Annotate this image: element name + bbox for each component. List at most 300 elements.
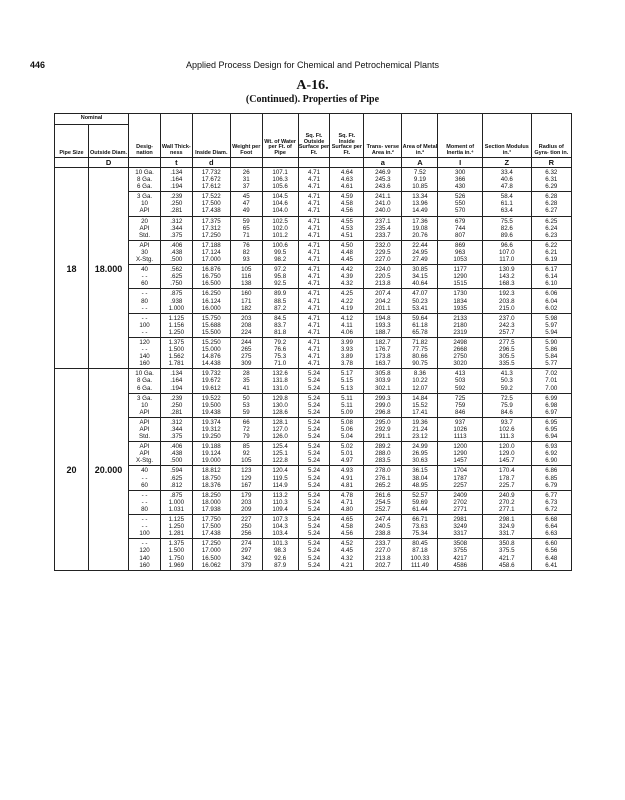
desig-value: - - — [141, 273, 148, 281]
radius-value: 6.93 — [545, 443, 558, 451]
wall-value: .344 — [170, 426, 183, 433]
wall-value: .134 — [170, 169, 183, 176]
outside-cell — [298, 393, 330, 417]
wall-value: .625 — [170, 273, 183, 281]
inside-cell — [192, 240, 230, 264]
weight-value: 297 — [241, 547, 252, 555]
metal-value: 24.99 — [412, 443, 428, 451]
trans-cell — [364, 466, 402, 490]
weight-value: 76 — [242, 241, 250, 249]
weight-value: 116 — [241, 273, 252, 281]
wall-value: .344 — [170, 224, 183, 232]
trans-value: 303.9 — [375, 377, 391, 385]
metal-value: 15.52 — [412, 401, 428, 409]
wall-value: 1.250 — [168, 328, 185, 336]
table-row — [55, 393, 572, 417]
desig-value: - - — [141, 516, 148, 524]
moment-value: 3249 — [453, 523, 468, 531]
inside-value: 16.500 — [201, 554, 221, 562]
metal-value: 100.33 — [410, 554, 430, 562]
table-id: A-16. — [296, 78, 329, 93]
trans-value: 241.1 — [375, 193, 391, 201]
wall-value: 1.781 — [168, 360, 185, 368]
wall-value: .194 — [170, 384, 183, 392]
outside-value: 5.24 — [308, 474, 321, 482]
page-number: 446 — [30, 60, 46, 70]
metal-value: 19.36 — [412, 418, 428, 426]
radius-cell — [531, 393, 571, 417]
wall-value: .438 — [170, 450, 183, 458]
insurf-value: 4.52 — [340, 540, 353, 548]
section-value: 117.0 — [499, 256, 515, 264]
table-row — [55, 369, 572, 393]
trans-value: 237.1 — [375, 217, 391, 225]
weight-value: 37 — [242, 183, 250, 191]
outside-value: 5.24 — [308, 467, 321, 475]
outside-cell — [298, 466, 330, 490]
desig-value: - - — [141, 314, 148, 322]
water-value: 127.0 — [272, 426, 288, 433]
trans-cell — [364, 369, 402, 393]
insurf-value: 5.11 — [341, 401, 353, 409]
trans-value: 261.6 — [375, 491, 391, 499]
symbol-blank — [330, 158, 364, 168]
moment-value: 592 — [455, 384, 466, 392]
wall-value: 1.125 — [168, 516, 185, 524]
radius-value: 5.97 — [545, 321, 558, 329]
trans-value: 229.5 — [375, 248, 391, 256]
section-value: 82.6 — [500, 224, 513, 232]
water-value: 110.3 — [272, 498, 288, 506]
water-value: 98.3 — [274, 547, 287, 555]
wall-value: .194 — [170, 183, 183, 191]
wall-value: .594 — [170, 467, 183, 475]
inside-value: 17.000 — [201, 547, 221, 555]
moment-value: 725 — [455, 394, 466, 402]
desig-cell — [129, 337, 161, 368]
inside-value: 19.672 — [201, 377, 221, 385]
inside-value: 19.500 — [201, 401, 221, 409]
insurf-value: 4.58 — [340, 523, 353, 531]
trans-value: 194.8 — [375, 314, 391, 322]
weight-value: 105 — [241, 457, 252, 465]
trans-value: 302.1 — [375, 384, 391, 392]
moment-value: 4586 — [453, 561, 468, 569]
water-value: 97.2 — [274, 266, 287, 274]
water-value: 87.9 — [274, 561, 287, 569]
metal-cell — [402, 515, 438, 539]
weight-cell — [230, 337, 262, 368]
water-value: 87.2 — [274, 304, 287, 312]
water-cell — [262, 393, 298, 417]
weight-value: 26 — [242, 169, 250, 176]
insurf-cell — [330, 393, 364, 417]
radius-cell — [531, 539, 571, 570]
pipe-properties-table — [54, 113, 572, 571]
moment-value: 963 — [455, 248, 466, 256]
weight-value: 179 — [241, 491, 252, 499]
metal-value: 19.08 — [412, 224, 428, 232]
water-value: 88.5 — [274, 297, 287, 305]
insurf-value: 4.78 — [340, 491, 353, 499]
inside-value: 17.312 — [201, 224, 221, 232]
radius-value: 7.00 — [545, 384, 558, 392]
wall-value: .625 — [170, 474, 183, 482]
symbol-D: D — [88, 158, 128, 168]
moment-cell — [438, 289, 482, 313]
trans-cell — [364, 216, 402, 240]
water-cell — [262, 539, 298, 570]
radius-value: 6.60 — [545, 540, 558, 548]
moment-value: 2133 — [453, 314, 468, 322]
moment-value: 550 — [455, 200, 466, 208]
inside-value: 14.438 — [201, 360, 221, 368]
metal-value: 14.49 — [412, 207, 428, 215]
outside-value: 4.71 — [308, 207, 321, 215]
water-value: 95.8 — [274, 273, 287, 281]
wall-cell — [160, 539, 192, 570]
desig-value: 80 — [141, 297, 148, 305]
moment-value: 3755 — [453, 547, 468, 555]
radius-value: 5.98 — [545, 314, 558, 322]
water-value: 76.6 — [274, 346, 287, 354]
section-value: 41.3 — [500, 370, 513, 378]
wall-value: 1.125 — [168, 314, 185, 322]
water-value: 79.2 — [274, 338, 287, 346]
inside-value: 17.612 — [201, 183, 221, 191]
moment-value: 1457 — [453, 457, 468, 465]
water-cell — [262, 417, 298, 441]
water-cell — [262, 289, 298, 313]
insurf-cell — [330, 289, 364, 313]
outside-diam-header: Outside Diam. — [88, 125, 128, 158]
wall-value: 1.562 — [168, 353, 185, 361]
insurf-value: 4.58 — [340, 200, 353, 208]
insurf-value: 4.21 — [340, 561, 353, 569]
weight-value: 71 — [242, 231, 250, 239]
table-row — [55, 240, 572, 264]
moment-value: 570 — [455, 207, 466, 215]
insurf-value: 4.25 — [340, 290, 353, 298]
insurf-value: 5.08 — [340, 418, 353, 426]
section-value: 215.0 — [499, 304, 515, 312]
section-value: 130.9 — [499, 266, 515, 274]
inside-value: 19.612 — [201, 384, 221, 392]
moment-value: 846 — [455, 408, 466, 416]
moment-value: 744 — [455, 224, 466, 232]
wall-value: .281 — [170, 207, 183, 215]
inside-value: 17.375 — [201, 217, 221, 225]
metal-cell — [402, 417, 438, 441]
outside-value: 4.71 — [308, 346, 321, 354]
trans-value: 254.5 — [375, 498, 391, 506]
metal-value: 75.34 — [412, 530, 428, 538]
water-value: 132.6 — [272, 370, 288, 378]
water-value: 102.5 — [272, 217, 288, 225]
inside-value: 17.732 — [201, 169, 221, 176]
metal-value: 14.84 — [412, 394, 428, 402]
inside-cell — [192, 442, 230, 466]
section-cell — [482, 539, 531, 570]
trans-cell — [364, 417, 402, 441]
wall-value: .312 — [170, 217, 183, 225]
moment-value: 2498 — [453, 338, 468, 346]
moment-inertia-header: Moment of Inertia in.⁴ — [438, 114, 482, 158]
desig-value: 40 — [141, 266, 148, 274]
wall-value: 1.250 — [168, 523, 185, 531]
weight-cell — [230, 369, 262, 393]
trans-value: 241.0 — [375, 200, 391, 208]
water-value: 81.8 — [274, 328, 287, 336]
insurf-value: 4.61 — [340, 183, 353, 191]
insurf-value: 4.63 — [340, 176, 353, 184]
weight-value: 66 — [242, 418, 250, 426]
inside-cell — [192, 369, 230, 393]
moment-value: 1200 — [453, 443, 468, 451]
moment-value: 2771 — [453, 505, 468, 513]
water-value: 104.6 — [272, 200, 288, 208]
radius-value: 6.24 — [545, 224, 558, 232]
outside-value: 4.71 — [308, 231, 321, 239]
insurf-value: 4.91 — [340, 474, 353, 482]
water-value: 104.3 — [272, 523, 288, 531]
desig-value: - - — [141, 540, 148, 548]
desig-value: 120 — [139, 338, 150, 346]
moment-value: 3508 — [453, 540, 468, 548]
moment-cell — [438, 240, 482, 264]
table-row — [55, 192, 572, 216]
table-row — [55, 313, 572, 337]
water-value: 129.8 — [272, 394, 288, 402]
desig-value: 160 — [139, 360, 150, 368]
outside-diam-cell: 18.000 — [88, 168, 128, 369]
desig-value: API — [139, 450, 150, 458]
inside-value: 18.750 — [201, 474, 221, 482]
outside-cell — [298, 192, 330, 216]
section-value: 242.3 — [499, 321, 515, 329]
moment-cell — [438, 192, 482, 216]
outside-value: 4.71 — [308, 360, 321, 368]
weight-cell — [230, 168, 262, 192]
outside-value: 4.71 — [308, 266, 321, 274]
weight-value: 79 — [242, 433, 250, 441]
desig-value: 3 Ga. — [136, 193, 153, 201]
desig-value: API — [139, 224, 150, 232]
trans-value: 278.0 — [375, 467, 391, 475]
outside-value: 4.71 — [308, 321, 321, 329]
trans-value: 289.2 — [375, 443, 391, 451]
radius-gyration-header: Radius of Gyra- tion in. — [531, 114, 571, 158]
moment-cell — [438, 490, 482, 514]
wall-value: .438 — [170, 248, 183, 256]
inside-cell — [192, 539, 230, 570]
insurf-cell — [330, 466, 364, 490]
metal-value: 24.95 — [412, 248, 428, 256]
wall-value: 1.156 — [168, 321, 185, 329]
moment-value: 2180 — [453, 321, 468, 329]
moment-value: 1177 — [453, 266, 467, 274]
trans-value: 233.7 — [375, 540, 391, 548]
desig-value: 3 Ga. — [136, 394, 153, 402]
metal-cell — [402, 539, 438, 570]
radius-cell — [531, 313, 571, 337]
desig-value: 8 Ga. — [136, 377, 153, 385]
table-row — [55, 289, 572, 313]
inside-value: 17.250 — [201, 231, 221, 239]
moment-value: 679 — [455, 217, 466, 225]
metal-value: 66.71 — [412, 516, 428, 524]
section-value: 240.9 — [499, 491, 515, 499]
weight-cell — [230, 490, 262, 514]
insurf-value: 5.09 — [340, 408, 353, 416]
section-modulus-header: Section Modulus in.³ — [482, 114, 531, 158]
insurf-cell — [330, 490, 364, 514]
inside-value: 17.522 — [201, 193, 221, 201]
water-cell — [262, 466, 298, 490]
wall-cell — [160, 490, 192, 514]
trans-cell — [364, 539, 402, 570]
desig-value: Std. — [139, 231, 151, 239]
trans-cell — [364, 393, 402, 417]
trans-cell — [364, 192, 402, 216]
weight-value: 31 — [242, 176, 250, 184]
moment-value: 2981 — [453, 516, 468, 524]
outside-value: 4.71 — [308, 217, 321, 225]
outside-value: 5.24 — [308, 418, 321, 426]
outside-cell — [298, 168, 330, 192]
symbol-I: I — [438, 158, 482, 168]
metal-cell — [402, 369, 438, 393]
desig-cell — [129, 192, 161, 216]
desig-cell — [129, 168, 161, 192]
trans-cell — [364, 289, 402, 313]
water-cell — [262, 515, 298, 539]
desig-value: 10 — [141, 401, 148, 409]
radius-value: 6.31 — [545, 176, 558, 184]
trans-value: 243.6 — [375, 183, 391, 191]
trans-value: 299.3 — [375, 394, 391, 402]
insurf-cell — [330, 240, 364, 264]
radius-value: 6.68 — [545, 516, 558, 524]
desig-value: 30 — [141, 248, 148, 256]
desig-value: 60 — [141, 481, 148, 489]
metal-value: 12.07 — [412, 384, 428, 392]
outside-value: 5.24 — [308, 505, 321, 513]
outside-value: 4.71 — [308, 328, 321, 336]
insurf-cell — [330, 313, 364, 337]
pipe-size-cell: 18 — [55, 168, 89, 369]
wall-cell — [160, 369, 192, 393]
desig-value: - - — [141, 523, 148, 531]
symbol-blank — [262, 158, 298, 168]
insurf-value: 3.93 — [340, 346, 353, 354]
moment-value: 4217 — [453, 554, 468, 562]
metal-value: 20.76 — [412, 231, 428, 239]
radius-cell — [531, 265, 571, 289]
trans-value: 276.1 — [375, 474, 391, 482]
insurf-value: 4.12 — [340, 314, 353, 322]
trans-cell — [364, 240, 402, 264]
trans-cell — [364, 337, 402, 368]
water-value: 84.5 — [274, 314, 287, 322]
section-cell — [482, 216, 531, 240]
symbol-d: d — [192, 158, 230, 168]
moment-value: 1834 — [453, 297, 468, 305]
outside-value: 5.24 — [308, 408, 321, 416]
section-value: 33.4 — [500, 169, 513, 176]
section-value: 375.5 — [499, 547, 515, 555]
outside-cell — [298, 515, 330, 539]
water-cell — [262, 337, 298, 368]
inside-value: 17.188 — [201, 241, 221, 249]
outside-cell — [298, 265, 330, 289]
water-value: 131.0 — [272, 384, 288, 392]
section-value: 145.7 — [499, 457, 515, 465]
water-value: 107.1 — [272, 169, 288, 176]
insurf-value: 4.11 — [341, 321, 353, 329]
desig-cell — [129, 490, 161, 514]
metal-value: 10.22 — [412, 377, 428, 385]
metal-value: 59.64 — [412, 314, 428, 322]
section-value: 96.6 — [500, 241, 513, 249]
inside-value: 19.124 — [201, 450, 221, 458]
radius-value: 5.84 — [545, 353, 558, 361]
wall-value: .500 — [170, 256, 183, 264]
outside-cell — [298, 417, 330, 441]
radius-value: 5.90 — [545, 338, 558, 346]
metal-cell — [402, 168, 438, 192]
inside-cell — [192, 289, 230, 313]
metal-value: 47.07 — [412, 290, 428, 298]
symbol-Z: Z — [482, 158, 531, 168]
weight-cell — [230, 240, 262, 264]
inside-cell — [192, 490, 230, 514]
metal-value: 48.95 — [412, 481, 428, 489]
desig-value: API — [139, 426, 150, 433]
inside-cell — [192, 466, 230, 490]
wall-cell — [160, 265, 192, 289]
trans-value: 233.7 — [375, 231, 391, 239]
metal-value: 10.85 — [412, 183, 428, 191]
section-value: 225.7 — [499, 481, 515, 489]
insurf-value: 5.11 — [341, 394, 353, 402]
table-row — [55, 417, 572, 441]
metal-value: 9.19 — [413, 176, 426, 184]
section-value: 178.7 — [499, 474, 515, 482]
water-value: 104.5 — [272, 193, 288, 201]
insurf-value: 4.32 — [340, 280, 353, 288]
section-cell — [482, 515, 531, 539]
metal-value: 71.82 — [412, 338, 428, 346]
moment-cell — [438, 393, 482, 417]
desig-value: 100 — [139, 321, 150, 329]
radius-value: 7.01 — [545, 377, 558, 385]
section-value: 75.9 — [500, 401, 513, 409]
metal-value: 59.69 — [412, 498, 428, 506]
weight-value: 309 — [241, 360, 252, 368]
water-cell — [262, 369, 298, 393]
metal-value: 17.41 — [412, 408, 428, 416]
desig-cell — [129, 393, 161, 417]
trans-cell — [364, 313, 402, 337]
trans-cell — [364, 490, 402, 514]
inside-value: 17.500 — [201, 523, 221, 531]
inside-cell — [192, 337, 230, 368]
moment-value: 526 — [455, 193, 466, 201]
section-cell — [482, 442, 531, 466]
outside-value: 4.71 — [308, 290, 321, 298]
trans-value: 176.7 — [375, 346, 391, 354]
